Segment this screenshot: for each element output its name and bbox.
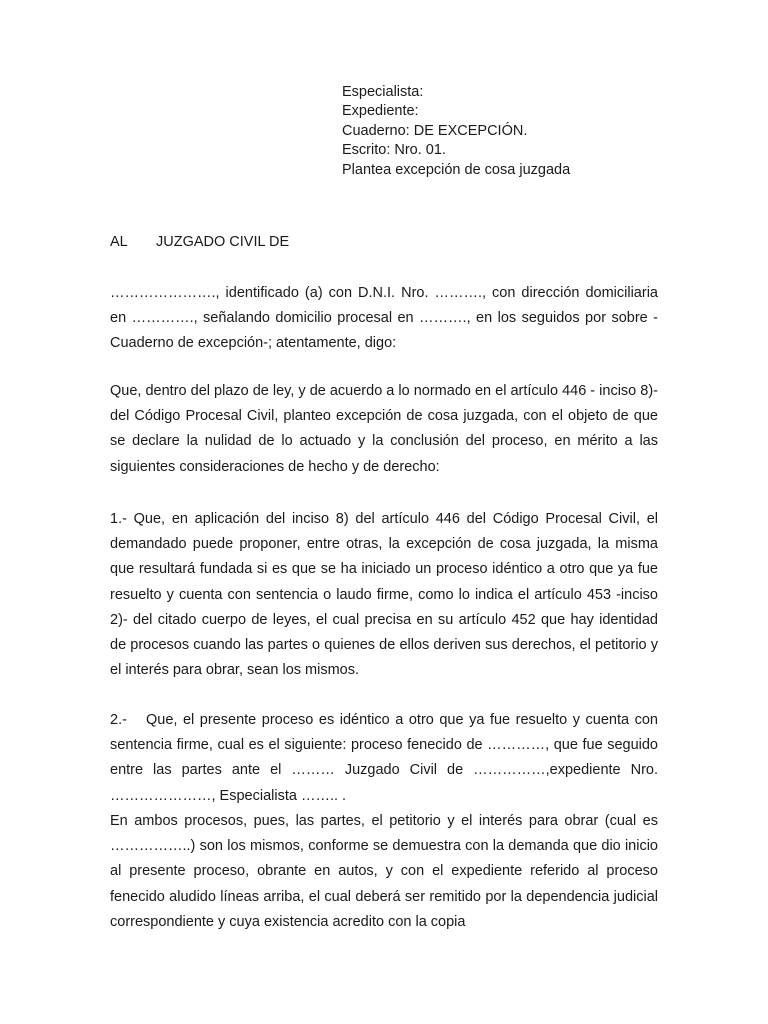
intro-text: …………………., identificado (a) con D.N.I. Nro. ………., con dirección domiciliaria en …………., señalando domicilio procesal en ………., en los seguidos por sobre -Cuaderno de excepción-; atentamente, digo: [110,285,658,352]
petition-paragraph [110,379,658,480]
point-2-text [110,708,658,809]
point-1-text: 1.- Que, en aplicación del inciso 8) del artículo 446 del Código Procesal Civil, el demandado puede proponer, entre otras, la excepción de cosa juzgada, la misma que resultará fundada si es que se ha iniciado un proceso idéntico a otro que ya fue resuelto y cuenta con sentencia o laudo firme, como lo indica el artículo 453 -inciso 2)- del citado cuerpo de leyes, el cual precisa en su artículo 452 que hay identidad de procesos cuando las partes o quienes de ellos deriven sus derechos, el petitorio y el interés para obrar, sean los mismos. [110,511,658,679]
point-1-paragraph [110,507,658,683]
point-2-body: Que, el presente proceso es idéntico a otro que ya fue resuelto y cuenta con sentencia firme, cual es el siguiente: proceso fenecido de …………, que fue seguido entre las partes ante el ……… Juzgado Civil de ……………,expediente Nro. …………………, Especialista …….. . [110,712,658,804]
point-2-continued-text: En ambos procesos, pues, las partes, el petitorio y el interés para obrar (cual es ……………..) son los mismos, conforme se demuestra con la demanda que dio inicio al presente proceso, obrante en autos, y con el expediente referido al proceso fenecido aludido líneas arriba, el cual deberá ser remitido por la dependencia judicial correspondiente y cuya existencia acredito con la copia [110,813,658,930]
petition-text: Que, dentro del plazo de ley, y de acuerdo a lo normado en el artículo 446 - inciso 8)- del Código Procesal Civil, planteo excepción de cosa juzgada, con el objeto de que se declare la nulidad de lo actuado y la conclusión del proceso, en mérito a las siguientes consideraciones de hecho y de derecho: [110,383,658,475]
escrito-label: Escrito: Nro. 01. [342,142,446,159]
addressee-court: JUZGADO CIVIL DE [156,234,290,250]
especialista-label: Especialista: [342,84,424,100]
point-2-continued-paragraph [110,809,658,935]
cuaderno-label: Cuaderno: DE EXCEPCIÓN. [342,122,528,139]
point-2-number: 2.- [110,712,127,728]
intro-paragraph [110,281,658,357]
sumilla-label: Plantea excepción de cosa juzgada [342,161,571,178]
addressee-al: AL [110,234,128,250]
case-header [342,83,570,180]
point-2-paragraph [110,708,658,809]
expediente-label: Expediente: [342,103,419,120]
addressee-line [110,232,289,252]
